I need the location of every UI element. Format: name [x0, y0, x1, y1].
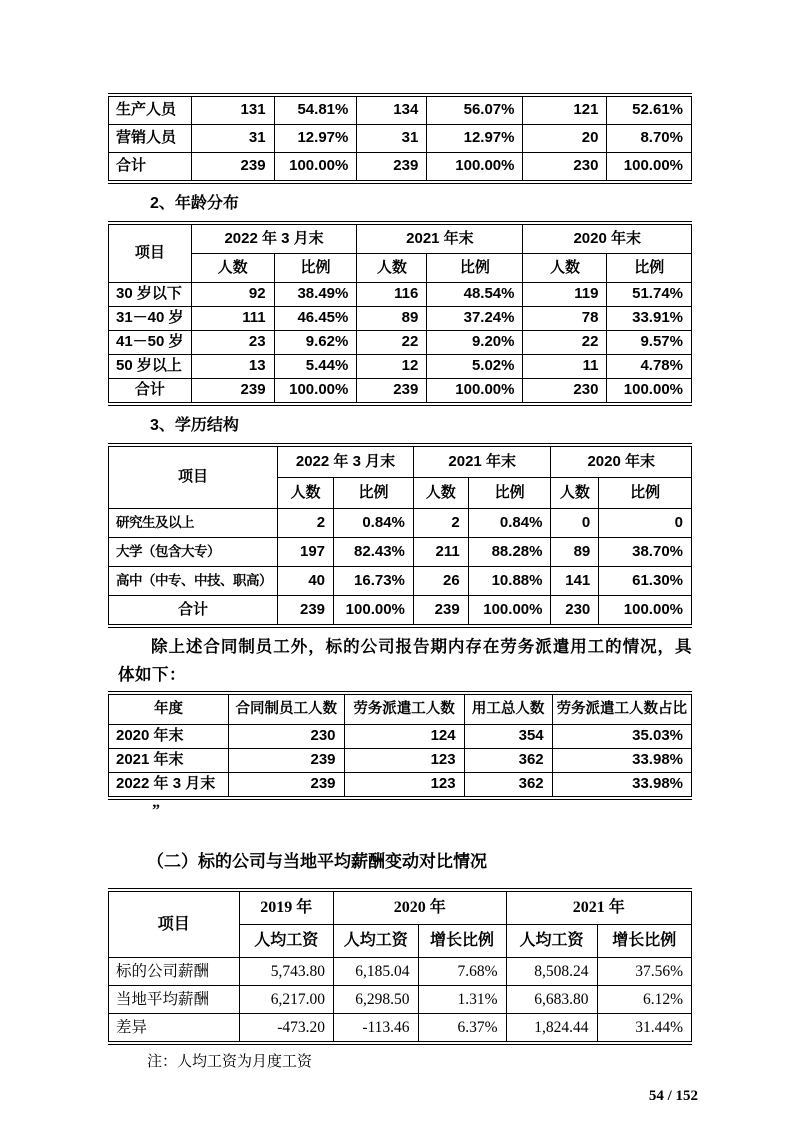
value-cell: 123 [344, 749, 464, 773]
table-row [109, 725, 692, 749]
table-row [109, 773, 692, 799]
value-cell: 239 [357, 153, 427, 183]
col-header-growth: 增长比例 [597, 925, 691, 958]
value-cell: 239 [413, 596, 468, 627]
value-cell: 141 [551, 567, 599, 596]
col-header-2021: 2021 年末 [413, 445, 551, 478]
value-cell: 54.81% [274, 95, 357, 125]
col-header-total-workers: 用工总人数 [464, 693, 552, 725]
row-label-cell: 31－40 岁 [109, 307, 192, 331]
row-label-cell: 41－50 岁 [109, 331, 192, 355]
value-cell: 111 [191, 307, 274, 331]
value-cell: 211 [413, 538, 468, 567]
value-cell: 230 [229, 725, 344, 749]
age-section-heading: 2、年龄分布 [150, 195, 239, 212]
education-table-header [109, 445, 692, 509]
value-cell: 121 [523, 95, 607, 125]
value-cell: 123 [344, 773, 464, 799]
value-cell: 6.37% [418, 1014, 506, 1044]
value-cell: 5.44% [274, 355, 357, 379]
row-label-cell: 当地平均薪酬 [109, 986, 240, 1014]
col-header-count: 人数 [357, 254, 427, 283]
value-cell: 78 [523, 307, 607, 331]
row-label-cell: 研究生及以上 [109, 509, 278, 538]
value-cell: 12 [357, 355, 427, 379]
col-header-count: 人数 [551, 478, 599, 509]
col-header-count: 人数 [278, 478, 334, 509]
value-cell: 52.61% [607, 95, 692, 125]
value-cell: 5,743.80 [239, 958, 333, 986]
row-label-cell: 标的公司薪酬 [109, 958, 240, 986]
row-label-cell: 30 岁以下 [109, 283, 192, 307]
col-header-2019: 2019 年 [239, 890, 333, 925]
value-cell: 48.54% [427, 283, 523, 307]
value-cell: 1.31% [418, 986, 506, 1014]
value-cell: 230 [551, 596, 599, 627]
value-cell: 7.68% [418, 958, 506, 986]
value-cell: 92 [191, 283, 274, 307]
value-cell: -113.46 [334, 1014, 419, 1044]
value-cell: 12.97% [274, 125, 357, 153]
table-row [109, 986, 692, 1014]
row-label-cell: 50 岁以上 [109, 355, 192, 379]
value-cell: 239 [191, 379, 274, 405]
age-table-header [109, 223, 692, 283]
value-cell: 89 [551, 538, 599, 567]
value-cell: 100.00% [427, 379, 523, 405]
table-row [109, 567, 692, 596]
value-cell: 197 [278, 538, 334, 567]
value-cell: 100.00% [274, 153, 357, 183]
value-cell: 239 [278, 596, 334, 627]
value-cell: 134 [357, 95, 427, 125]
value-cell: 8.70% [607, 125, 692, 153]
value-cell: 88.28% [468, 538, 551, 567]
row-label-cell: 2022 年 3 月末 [109, 773, 229, 799]
col-header-avg-wage: 人均工资 [239, 925, 333, 958]
value-cell: 100.00% [607, 153, 692, 183]
col-header-avg-wage: 人均工资 [506, 925, 597, 958]
salary-table-wrapper [108, 888, 692, 1045]
age-distribution-table [108, 221, 692, 406]
col-header-dispatch-workers: 劳务派遣工人数 [344, 693, 464, 725]
table-row [109, 95, 692, 125]
value-cell: 33.98% [552, 749, 691, 773]
value-cell: 9.57% [607, 331, 692, 355]
value-cell: 51.74% [607, 283, 692, 307]
table-row [109, 379, 692, 405]
value-cell: 6,298.50 [334, 986, 419, 1014]
value-cell: 1,824.44 [506, 1014, 597, 1044]
value-cell: 11 [523, 355, 607, 379]
col-header-item: 项目 [109, 223, 192, 283]
row-label-cell: 大学（包含大专） [109, 538, 278, 567]
value-cell: 82.43% [334, 538, 414, 567]
table-row [109, 538, 692, 567]
education-section-heading: 3、学历结构 [150, 417, 239, 434]
value-cell: 37.56% [597, 958, 691, 986]
row-label-cell: 差异 [109, 1014, 240, 1044]
col-header-contract-employees: 合同制员工人数 [229, 693, 344, 725]
closing-quote-mark: ” [152, 802, 160, 819]
col-header-count: 人数 [191, 254, 274, 283]
value-cell: 37.24% [427, 307, 523, 331]
table-row [109, 125, 692, 153]
col-header-2021: 2021 年末 [357, 223, 523, 254]
table-row [109, 958, 692, 986]
value-cell: 0 [599, 509, 692, 538]
col-header-ratio: 比例 [468, 478, 551, 509]
col-header-2022: 2022 年 3 月末 [191, 223, 357, 254]
col-header-item: 项目 [109, 890, 240, 958]
row-label-cell: 合计 [109, 596, 278, 627]
value-cell: 23 [191, 331, 274, 355]
value-cell: 239 [229, 773, 344, 799]
value-cell: 22 [357, 331, 427, 355]
value-cell: 6,185.04 [334, 958, 419, 986]
value-cell: 362 [464, 773, 552, 799]
staff-category-table-body [109, 95, 692, 182]
salary-comparison-table [108, 888, 692, 1045]
value-cell: 46.45% [274, 307, 357, 331]
col-header-2020: 2020 年 [334, 890, 507, 925]
table-row [109, 153, 692, 183]
value-cell: 16.73% [334, 567, 414, 596]
col-header-avg-wage: 人均工资 [334, 925, 419, 958]
value-cell: 35.03% [552, 725, 691, 749]
staff-category-table [108, 93, 692, 184]
value-cell: 56.07% [427, 95, 523, 125]
value-cell: 6.12% [597, 986, 691, 1014]
col-header-2020: 2020 年末 [551, 445, 692, 478]
value-cell: 33.98% [552, 773, 691, 799]
value-cell: 131 [191, 95, 274, 125]
value-cell: 31 [191, 125, 274, 153]
row-label-cell: 合计 [109, 379, 192, 405]
value-cell: 230 [523, 153, 607, 183]
table-row [109, 355, 692, 379]
table-row [109, 749, 692, 773]
value-cell: 89 [357, 307, 427, 331]
table-row [109, 1014, 692, 1044]
value-cell: 0 [551, 509, 599, 538]
value-cell: 230 [523, 379, 607, 405]
value-cell: 13 [191, 355, 274, 379]
table-row [109, 509, 692, 538]
value-cell: 354 [464, 725, 552, 749]
value-cell: 0.84% [334, 509, 414, 538]
col-header-item: 项目 [109, 445, 278, 509]
value-cell: 9.62% [274, 331, 357, 355]
value-cell: 239 [191, 153, 274, 183]
value-cell: 33.91% [607, 307, 692, 331]
col-header-count: 人数 [413, 478, 468, 509]
value-cell: 8,508.24 [506, 958, 597, 986]
value-cell: 5.02% [427, 355, 523, 379]
row-label-cell: 生产人员 [109, 95, 192, 125]
col-header-dispatch-ratio: 劳务派遣工人数占比 [552, 693, 691, 725]
table-row [109, 596, 692, 627]
col-header-ratio: 比例 [334, 478, 414, 509]
row-label-cell: 营销人员 [109, 125, 192, 153]
value-cell: 119 [523, 283, 607, 307]
table-row [109, 283, 692, 307]
table-row [109, 331, 692, 355]
col-header-ratio: 比例 [599, 478, 692, 509]
row-label-cell: 2020 年末 [109, 725, 229, 749]
col-header-year: 年度 [109, 693, 229, 725]
value-cell: 38.70% [599, 538, 692, 567]
value-cell: 362 [464, 749, 552, 773]
table-row [109, 307, 692, 331]
salary-table-body [109, 958, 692, 1044]
col-header-2022: 2022 年 3 月末 [278, 445, 414, 478]
labor-dispatch-table [108, 691, 692, 800]
value-cell: 61.30% [599, 567, 692, 596]
row-label-cell: 高中（中专、中技、职高） [109, 567, 278, 596]
col-header-2021: 2021 年 [506, 890, 691, 925]
value-cell: 2 [413, 509, 468, 538]
value-cell: 2 [278, 509, 334, 538]
value-cell: 12.97% [427, 125, 523, 153]
value-cell: 0.84% [468, 509, 551, 538]
value-cell: 4.78% [607, 355, 692, 379]
value-cell: 100.00% [427, 153, 523, 183]
value-cell: 239 [357, 379, 427, 405]
value-cell: 116 [357, 283, 427, 307]
col-header-ratio: 比例 [427, 254, 523, 283]
value-cell: -473.20 [239, 1014, 333, 1044]
col-header-ratio: 比例 [607, 254, 692, 283]
col-header-2020: 2020 年末 [523, 223, 692, 254]
col-header-ratio: 比例 [274, 254, 357, 283]
value-cell: 100.00% [607, 379, 692, 405]
value-cell: 239 [229, 749, 344, 773]
row-label-cell: 2021 年末 [109, 749, 229, 773]
value-cell: 9.20% [427, 331, 523, 355]
value-cell: 100.00% [274, 379, 357, 405]
dispatch-intro-paragraph: 除上述合同制员工外，标的公司报告期内存在劳务派遣用工的情况，具体如下： [118, 638, 692, 684]
value-cell: 100.00% [334, 596, 414, 627]
value-cell: 38.49% [274, 283, 357, 307]
col-header-growth: 增长比例 [418, 925, 506, 958]
value-cell: 100.00% [599, 596, 692, 627]
value-cell: 31.44% [597, 1014, 691, 1044]
education-table-body [109, 509, 692, 627]
value-cell: 100.00% [468, 596, 551, 627]
dispatch-table-header [109, 693, 692, 725]
col-header-count: 人数 [523, 254, 607, 283]
value-cell: 6,217.00 [239, 986, 333, 1014]
row-label-cell: 合计 [109, 153, 192, 183]
salary-section-heading: （二）标的公司与当地平均薪酬变动对比情况 [147, 852, 487, 871]
value-cell: 10.88% [468, 567, 551, 596]
age-table-body [109, 283, 692, 405]
value-cell: 124 [344, 725, 464, 749]
salary-table-note: 注：人均工资为月度工资 [147, 1054, 313, 1070]
value-cell: 40 [278, 567, 334, 596]
value-cell: 31 [357, 125, 427, 153]
education-structure-table [108, 443, 692, 628]
value-cell: 6,683.80 [506, 986, 597, 1014]
value-cell: 20 [523, 125, 607, 153]
dispatch-table-body [109, 725, 692, 799]
page-number: 54 / 152 [648, 1088, 698, 1104]
value-cell: 22 [523, 331, 607, 355]
value-cell: 26 [413, 567, 468, 596]
salary-table-header [109, 890, 692, 958]
